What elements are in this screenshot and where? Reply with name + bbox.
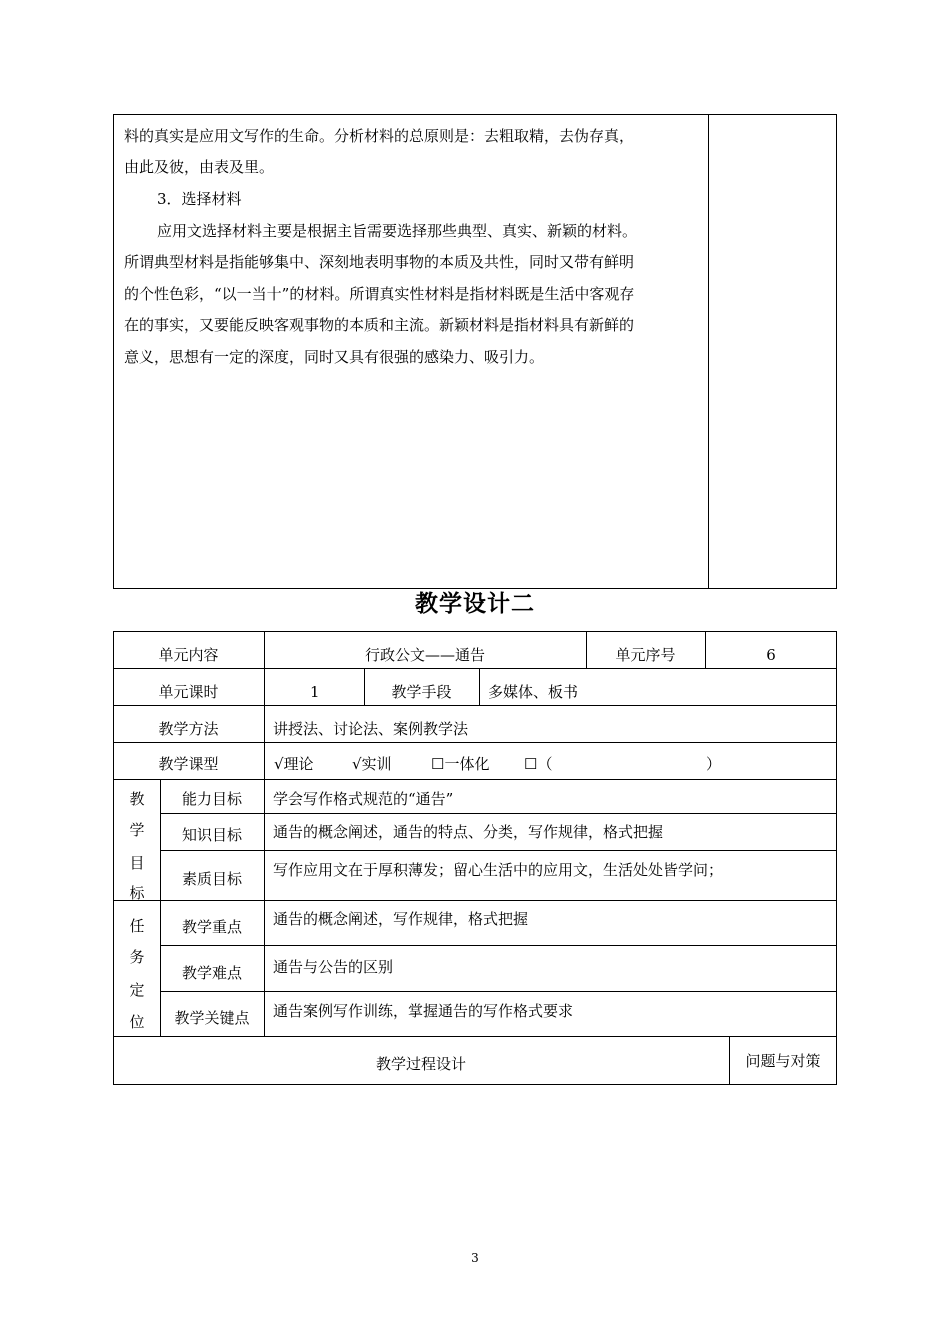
knowledge-value: 通告的概念阐述，通告的特点、分类，写作规律，格式把握	[273, 823, 664, 841]
task-group-char: 位	[129, 1013, 145, 1031]
paragraph-line: 由此及彼，由表及里。	[124, 158, 275, 176]
teaching-means-value: 多媒体、板书	[488, 683, 579, 701]
difficulty-label: 教学难点	[181, 964, 242, 982]
course-type-theory: √理论	[274, 755, 314, 773]
course-type-integrated: ☐一体化	[431, 755, 490, 773]
subheading: 3．选择材料	[157, 190, 242, 208]
paragraph-line: 在的事实，又要能反映客观事物的本质和主流。新颖材料是指材料具有新鲜的	[124, 316, 635, 334]
problem-strategy-label: 问题与对策	[745, 1051, 821, 1070]
paragraph-line: 所谓典型材料是指能够集中、深刻地表明事物的本质及共性，同时又带有鲜明	[124, 253, 635, 271]
task-group-char: 务	[129, 948, 145, 966]
quality-label: 素质目标	[181, 870, 242, 888]
paragraph-line: 应用文选择材料主要是根据主旨需要选择那些典型、真实、新颖的材料。	[157, 222, 638, 240]
col-divider	[479, 668, 480, 705]
knowledge-label: 知识目标	[181, 826, 242, 844]
difficulty-value: 通告与公告的区别	[273, 958, 394, 976]
objectives-group-char: 学	[129, 821, 145, 839]
process-design-label: 教学过程设计	[375, 1054, 466, 1073]
objectives-group-char: 目	[129, 854, 145, 872]
keypoint-value: 通告案例写作训练，掌握通告的写作格式要求	[273, 1002, 574, 1020]
course-type-other: ☐（	[524, 755, 553, 773]
continuation-table-divider	[708, 114, 709, 589]
teaching-method-label: 教学方法	[158, 720, 219, 738]
key-label: 教学重点	[181, 918, 242, 936]
page-number: 3	[471, 1251, 479, 1265]
course-type-practice: √实训	[352, 755, 392, 773]
col-divider	[264, 631, 265, 1036]
ability-label: 能力目标	[181, 789, 242, 808]
unit-hours-label: 单元课时	[158, 683, 219, 701]
ability-value: 学会写作格式规范的“通告”	[273, 789, 454, 808]
section-title: 教学设计二	[415, 591, 535, 617]
task-group-char: 定	[129, 981, 145, 999]
quality-value: 写作应用文在于厚积薄发；留心生活中的应用文，生活处处皆学问；	[273, 861, 724, 879]
objectives-group-char: 教	[129, 790, 145, 808]
unit-seq-value: 6	[766, 645, 776, 664]
keypoint-label: 教学关键点	[174, 1009, 250, 1027]
unit-content-value: 行政公文——通告	[364, 646, 485, 664]
teaching-means-label: 教学手段	[391, 683, 452, 701]
paragraph-line: 的个性色彩，“以一当十”的材料。所谓真实性材料是指材料既是生活中客观存	[124, 285, 635, 303]
unit-hours-value: 1	[310, 682, 320, 701]
row-divider	[160, 945, 837, 946]
teaching-method-value: 讲授法、讨论法、案例教学法	[273, 720, 469, 738]
paragraph-line: 意义，思想有一定的深度，同时又具有很强的感染力、吸引力。	[124, 348, 545, 366]
task-group-char: 任	[129, 917, 145, 935]
course-type-label: 教学课型	[158, 755, 219, 773]
course-type-other-close: ）	[706, 755, 722, 773]
key-value: 通告的概念阐述，写作规律，格式把握	[273, 910, 529, 928]
unit-seq-label: 单元序号	[615, 646, 676, 664]
objectives-group-char: 标	[129, 884, 145, 902]
unit-content-label: 单元内容	[158, 646, 219, 664]
paragraph-line: 料的真实是应用文写作的生命。分析材料的总原则是：去粗取精，去伪存真，	[124, 127, 635, 145]
